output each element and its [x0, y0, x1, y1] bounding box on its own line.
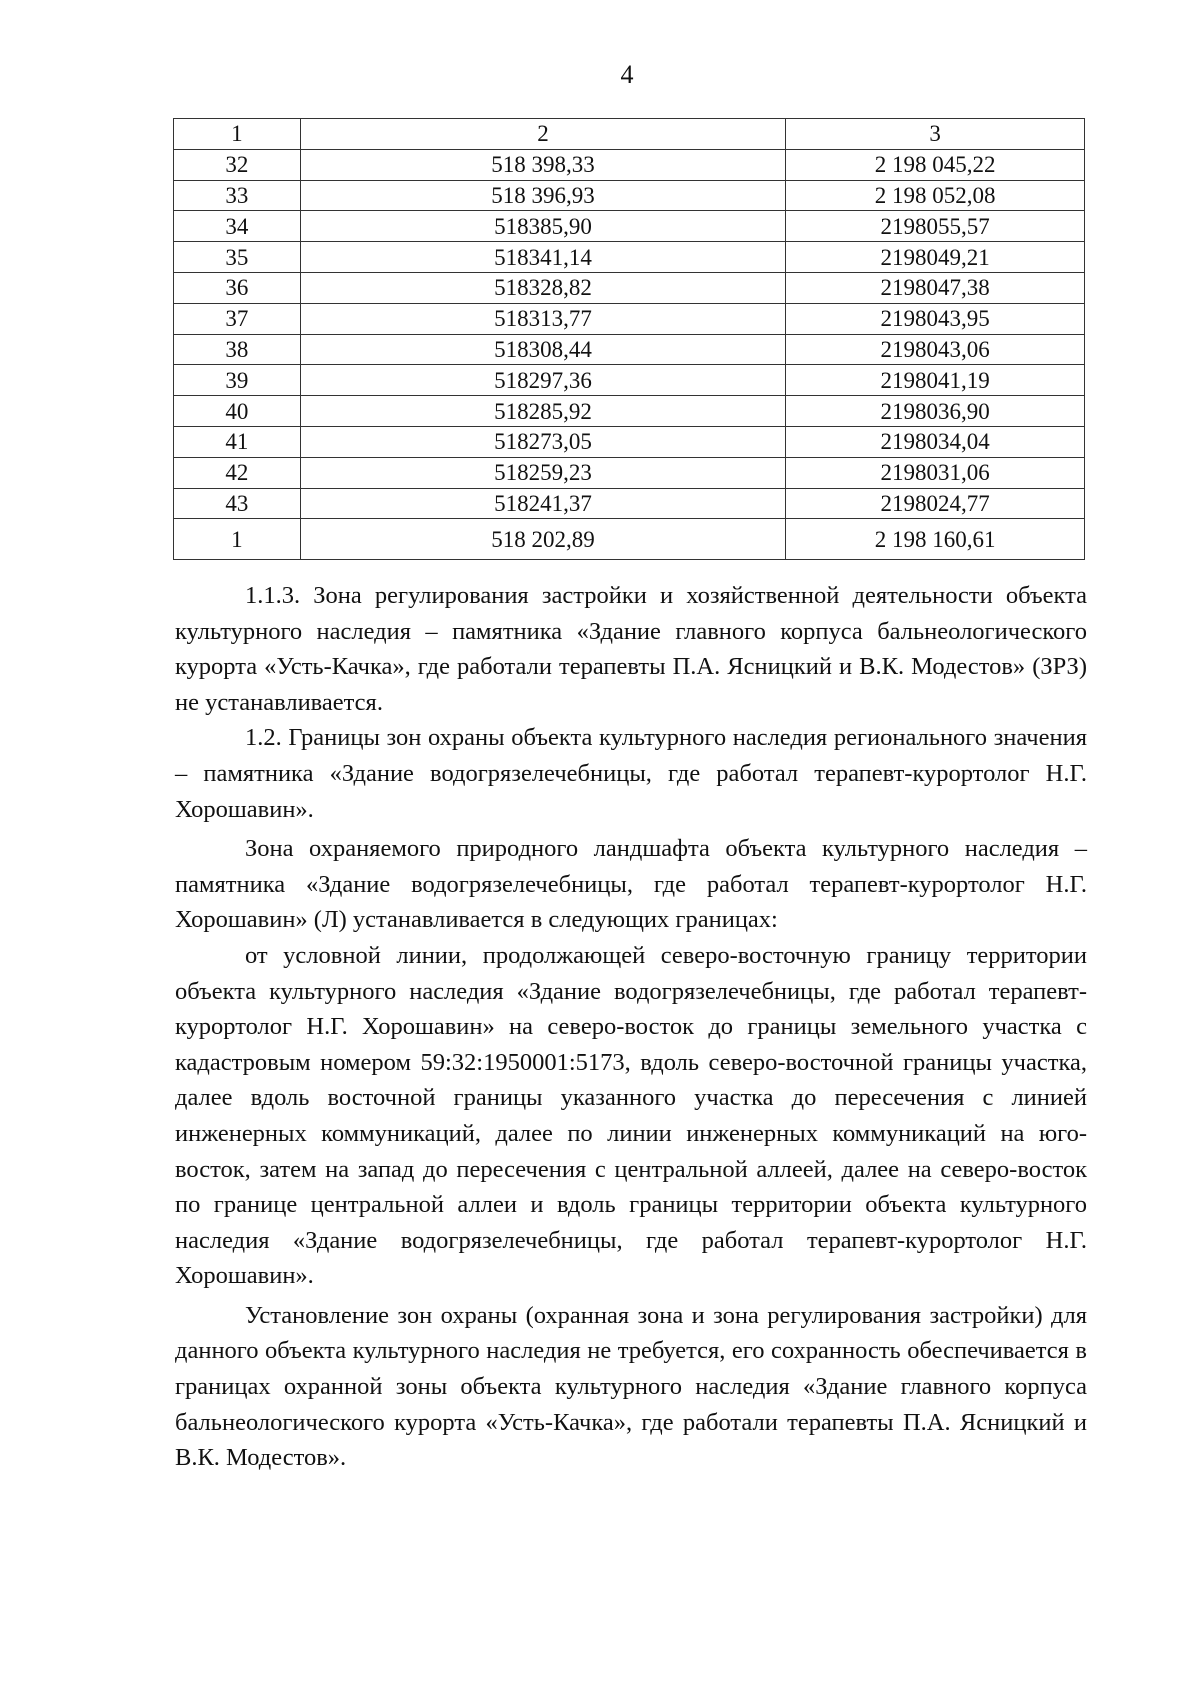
table-cell: 41 [174, 426, 301, 457]
table-cell: 2198024,77 [786, 488, 1085, 519]
table-cell: 2198036,90 [786, 396, 1085, 427]
table-cell: 2198034,04 [786, 426, 1085, 457]
table-cell: 2 198 052,08 [786, 180, 1085, 211]
table-cell: 518313,77 [300, 303, 785, 334]
table-cell: 37 [174, 303, 301, 334]
page-number: 4 [620, 60, 634, 89]
table-cell: 2198043,95 [786, 303, 1085, 334]
header-cell: 3 [786, 119, 1085, 150]
table-cell: 518273,05 [300, 426, 785, 457]
table-cell: 2198031,06 [786, 457, 1085, 488]
paragraph: Зона охраняемого природного ландшафта объекта культурного наследия – памятника «Здание водогрязелечебницы, где работал терапевт-курортолог Н.Г. Хорошавин» (Л) устанавливается в следующих границах: [175, 835, 1087, 934]
table-cell: 2198055,57 [786, 211, 1085, 242]
paragraph: Установление зон охраны (охранная зона и зона регулирования застройки) для данного объекта культурного наследия не требуется, его сохранность обеспечивается в границах охранной зоны объекта культурного наследия «Здание главного корпуса бальнеологического курорта «Усть-Качка», где работали терапевты П.А. Ясницкий и В.К. Модестов». [175, 1301, 1087, 1472]
table-cell: 39 [174, 365, 301, 396]
table-cell: 40 [174, 396, 301, 427]
paragraph: от условной линии, продолжающей северо-восточную границу территории объекта культурного наследия «Здание водогрязелечебницы, где работал терапевт-курортолог Н.Г. Хорошавин» на северо-восток до границы земельного участка с кадастровым номером 59:32:1950001:5173, вдоль северо-восточной границы участка, далее вдоль восточной границы указанного участка до пересечения с линией инженерных коммуникаций, далее по линии инженерных коммуникаций на юго-восток, затем на запад до пересечения с центральной аллеей, далее на северо-восток по границе центральной аллеи и вдоль границы территории объекта культурного наследия «Здание водогрязелечебницы, где работал терапевт-курортолог Н.Г. Хорошавин». [175, 941, 1087, 1290]
table-cell: 2198047,38 [786, 272, 1085, 303]
table-cell: 33 [174, 180, 301, 211]
table-cell: 43 [174, 488, 301, 519]
table-cell: 38 [174, 334, 301, 365]
table-cell: 35 [174, 242, 301, 273]
coordinates-table [173, 118, 1085, 560]
table-cell: 518341,14 [300, 242, 785, 273]
table-row [174, 457, 1085, 488]
table-cell: 42 [174, 457, 301, 488]
table-header-row [174, 119, 1085, 150]
table-cell: 32 [174, 149, 301, 180]
table-cell: 518385,90 [300, 211, 785, 242]
table-cell: 518328,82 [300, 272, 785, 303]
table-row [174, 396, 1085, 427]
table-cell: 2 198 045,22 [786, 149, 1085, 180]
table-cell: 2 198 160,61 [786, 519, 1085, 560]
table-row [174, 211, 1085, 242]
table-cell: 518 202,89 [300, 519, 785, 560]
header-cell: 2 [300, 119, 785, 150]
table-cell: 518241,37 [300, 488, 785, 519]
table-cell: 518297,36 [300, 365, 785, 396]
table-row [174, 149, 1085, 180]
table-cell: 2198049,21 [786, 242, 1085, 273]
header-cell: 1 [174, 119, 301, 150]
body-text [175, 578, 1087, 1476]
table-cell: 518 398,33 [300, 149, 785, 180]
paragraph: 1.1.3. Зона регулирования застройки и хозяйственной деятельности объекта культурного наследия – памятника «Здание главного корпуса бальнеологического курорта «Усть-Качка», где работали терапевты П.А. Ясницкий и В.К. Модестов» (ЗРЗ) не устанавливается. [175, 582, 1087, 716]
table-cell: 518308,44 [300, 334, 785, 365]
table-row [174, 365, 1085, 396]
table-cell: 36 [174, 272, 301, 303]
table-row [174, 519, 1085, 560]
table-row [174, 272, 1085, 303]
table-row [174, 488, 1085, 519]
table-row [174, 242, 1085, 273]
table-row [174, 426, 1085, 457]
table-cell: 518 396,93 [300, 180, 785, 211]
table-cell: 34 [174, 211, 301, 242]
table-cell: 2198041,19 [786, 365, 1085, 396]
table-row [174, 180, 1085, 211]
paragraph: 1.2. Границы зон охраны объекта культурного наследия регионального значения – памятника «Здание водогрязелечебницы, где работал терапевт-курортолог Н.Г. Хорошавин». [175, 724, 1087, 823]
table-row [174, 303, 1085, 334]
table-cell: 518285,92 [300, 396, 785, 427]
table-row [174, 334, 1085, 365]
table-cell: 518259,23 [300, 457, 785, 488]
table-cell: 1 [174, 519, 301, 560]
table-cell: 2198043,06 [786, 334, 1085, 365]
